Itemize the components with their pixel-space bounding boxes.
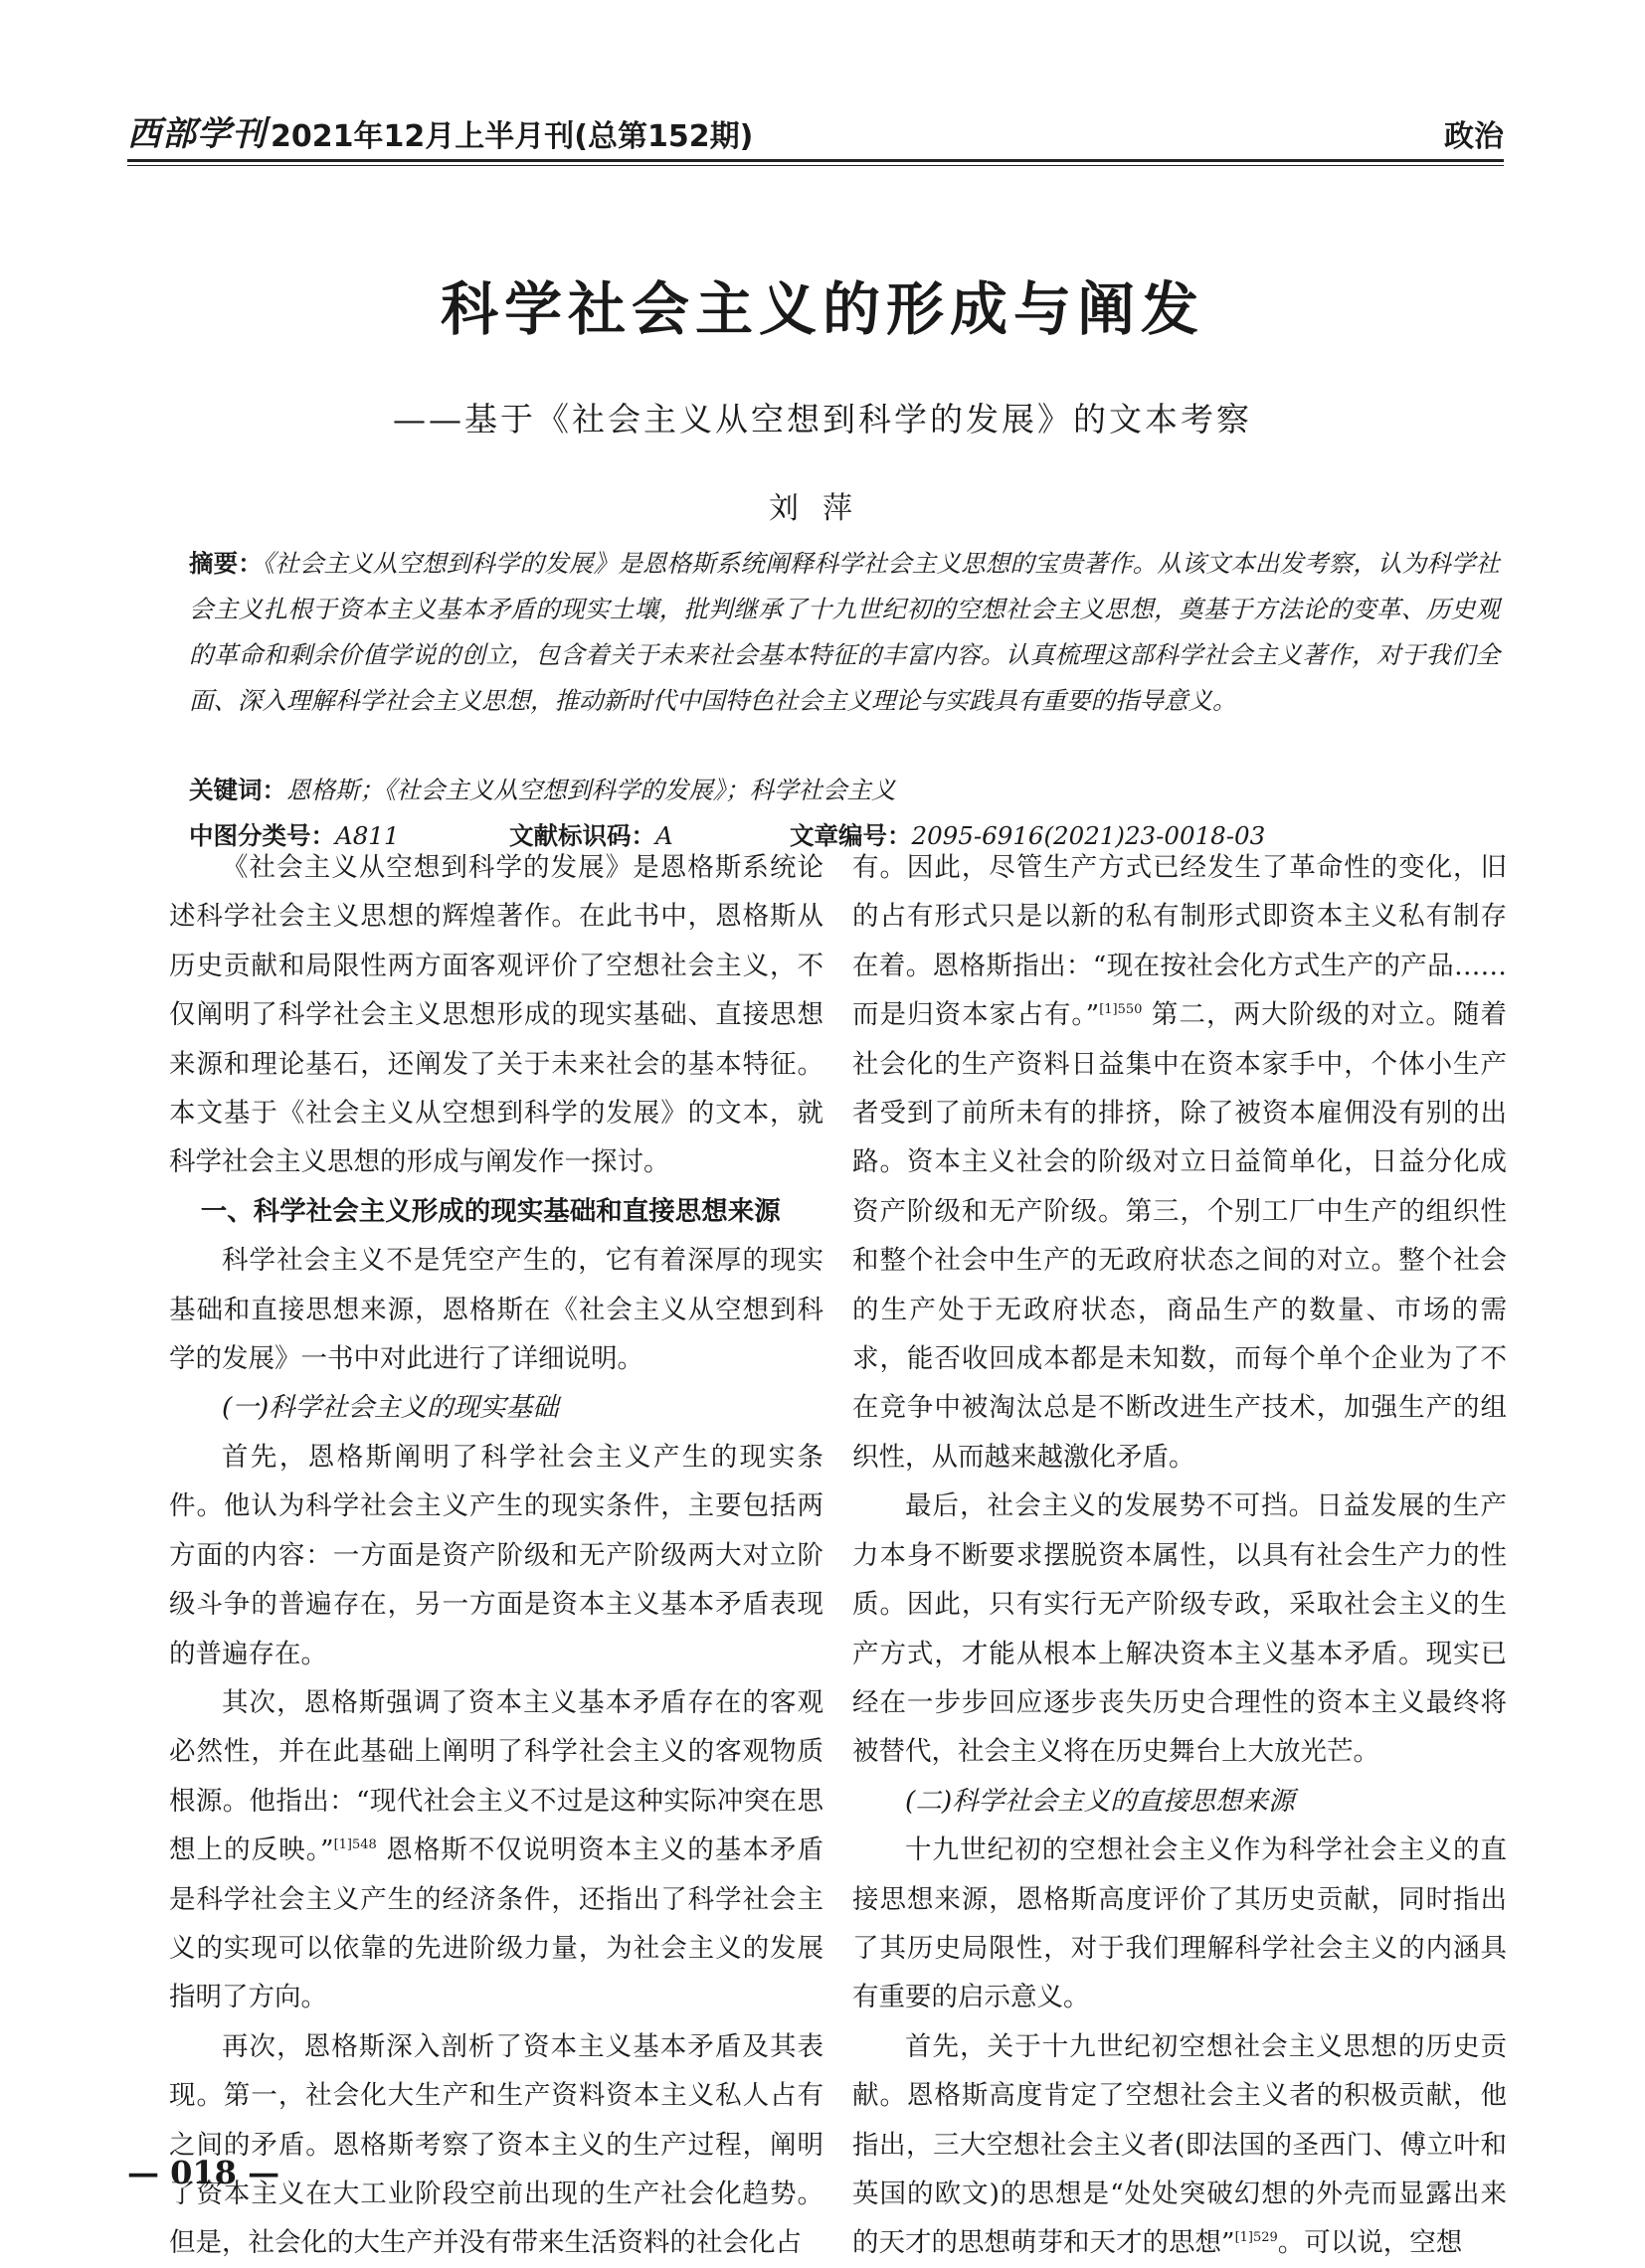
- citation-ref: [1]550: [1099, 1002, 1143, 1018]
- article-number-value: 2095-6916(2021)23-0018-03: [911, 821, 1266, 850]
- body-paragraph: [169, 1678, 823, 2022]
- body-paragraph: 最后，社会主义的发展势不可挡。日益发展的生产力本身不断要求摆脱资本属性，以具有社会生产力的性质。因此，只有实行无产阶级专政，采取社会主义的生产方式，才能从根本上解决资本主义基本矛盾。现实已经在一步步回应逐步丧失历史合理性的资本主义最终将被替代，社会主义将在历史舞台上大放光芒。: [852, 1490, 1507, 1768]
- clc-label: 中图分类号：: [189, 821, 335, 850]
- clc-value: A811: [335, 821, 400, 850]
- keywords-row: [189, 768, 1500, 813]
- article-number-label: 文章编号：: [790, 821, 912, 850]
- citation-ref: [1]529: [1234, 2230, 1278, 2246]
- issue-info: 2021年12月上半月刊(总第152期): [271, 119, 754, 154]
- citation-ref: [1]548: [333, 1837, 377, 1853]
- header-rule: [127, 159, 1504, 162]
- body-paragraph: 科学社会主义不是凭空产生的，它有着深厚的现实基础和直接思想来源，恩格斯在《社会主义从空想到科学的发展》一书中对此进行了详细说明。: [169, 1245, 823, 1375]
- subsection-heading-2: (二)科学社会主义的直接思想来源: [905, 1785, 1295, 1817]
- article-subtitle: ——基于《社会主义从空想到科学的发展》的文本考察: [393, 400, 1252, 438]
- continued-paragraph: [852, 843, 1507, 1482]
- body-paragraph: 首先，恩格斯阐明了科学社会主义产生的现实条件。他认为科学社会主义产生的现实条件，主要包括两方面的内容：一方面是资产阶级和无产阶级两大对立阶级斗争的普遍存在，另一方面是资本主义基本矛盾表现的普遍存在。: [169, 1441, 823, 1669]
- abstract-label: 摘要：: [189, 549, 263, 578]
- section-heading-1: 一、科学社会主义形成的现实基础和直接思想来源: [200, 1195, 781, 1227]
- body-paragraph: [852, 2022, 1507, 2268]
- paragraph-text: 第二，两大阶级的对立。随着社会化的生产资料日益集中在资本家手中，个体小生产者受到了前所未有的排挤，除了被资本雇佣没有别的出路。资本主义社会的阶级对立日益简单化，日益分化成资产阶级和无产阶级。第三，个别工厂中生产的组织性和整个社会中生产的无政府状态之间的对立。整个社会的生产处于无政府状态，商品生产的数量、市场的需求，能否收回成本都是未知数，而每个单个企业为了不在竞争中被淘汰总是不断改进生产技术，加强生产的组织性，从而越来越激化矛盾。: [852, 999, 1507, 1473]
- doc-code-label: 文献标识码：: [509, 821, 655, 850]
- keywords-label: 关键词：: [189, 776, 286, 804]
- abstract-text: 《社会主义从空想到科学的发展》是恩格斯系统阐释科学社会主义思想的宝贵著作。从该文本出发考察，认为科学社会主义扎根于资本主义基本矛盾的现实土壤，批判继承了十九世纪初的空想社会主义思想，奠基于方法论的变革、历史观的革命和剩余价值学说的创立，包含着关于未来社会基本特征的丰富内容。认真梳理这部科学社会主义著作，对于我们全面、深入理解科学社会主义思想，推动新时代中国特色社会主义理论与实践具有重要的指导意义。: [189, 549, 1501, 715]
- body-paragraph: 再次，恩格斯深入剖析了资本主义基本矛盾及其表现。第一，社会化大生产和生产资料资本主义私人占有之间的矛盾。恩格斯考察了资本主义的生产过程，阐明了资本主义在大工业阶段空前出现的生产社会化趋势。但是，社会化的大生产并没有带来生活资料的社会化占: [169, 2030, 823, 2259]
- page-number: — 018 —: [127, 2154, 280, 2191]
- body-column-left: [169, 843, 823, 2268]
- header-rule-thin: [127, 165, 1504, 166]
- subsection-heading-1: (一)科学社会主义的现实基础: [222, 1392, 559, 1424]
- paragraph-text: 其次，恩格斯强调了资本主义基本矛盾存在的客观必然性，并在此基础上阐明了科学社会主义的客观物质根源。他指出：“现代社会主义不过是这种实际冲突在思想上的反映。”: [169, 1686, 823, 1866]
- body-paragraph: 十九世纪初的空想社会主义作为科学社会主义的直接思想来源，恩格斯高度评价了其历史贡献，同时指出了其历史局限性，对于我们理解科学社会主义的内涵具有重要的启示意义。: [852, 1834, 1507, 2013]
- author-name: 刘萍: [769, 491, 876, 526]
- keywords-text: 恩格斯；《社会主义从空想到科学的发展》；科学社会主义: [286, 776, 896, 804]
- paragraph-text: 首先，关于十九世纪初空想社会主义思想的历史贡献。恩格斯高度肯定了空想社会主义者的积极贡献，他指出，三大空想社会主义者(即法国的圣西门、傅立叶和英国的欧文)的思想是“处处突破幻想的外壳而显露出来的天才的思想萌芽和天才的思想”: [852, 2030, 1507, 2259]
- intro-paragraph: 《社会主义从空想到科学的发展》是恩格斯系统论述科学社会主义思想的辉煌著作。在此书中，恩格斯从历史贡献和局限性两方面客观评价了空想社会主义，不仅阐明了科学社会主义思想形成的现实基础、直接思想来源和理论基石，还阐发了关于未来社会的基本特征。本文基于《社会主义从空想到科学的发展》的文本，就科学社会主义思想的形成与阐发作一探讨。: [169, 852, 823, 1178]
- journal-logo: 西部学刊: [127, 114, 267, 154]
- paragraph-text: 。可以说，空想: [1277, 2227, 1463, 2259]
- article-title: 科学社会主义的形成与阐发: [440, 275, 1204, 343]
- header-left: [127, 106, 753, 155]
- body-column-right: [852, 843, 1507, 2268]
- doc-code-value: A: [655, 821, 673, 850]
- section-label: 政治: [1444, 119, 1504, 154]
- running-header: [127, 111, 1504, 155]
- abstract: [189, 541, 1500, 724]
- paragraph-text: 恩格斯不仅说明资本主义的基本矛盾是科学社会主义产生的经济条件，还指出了科学社会主义的实现可以依靠的先进阶级力量，为社会主义的发展指明了方向。: [169, 1834, 823, 2013]
- paragraph-text: 有。因此，尽管生产方式已经发生了革命性的变化，旧的占有形式只是以新的私有制形式即资本主义私有制存在着。恩格斯指出：“现在按社会化方式生产的产品……而是归资本家占有。”: [852, 852, 1507, 1031]
